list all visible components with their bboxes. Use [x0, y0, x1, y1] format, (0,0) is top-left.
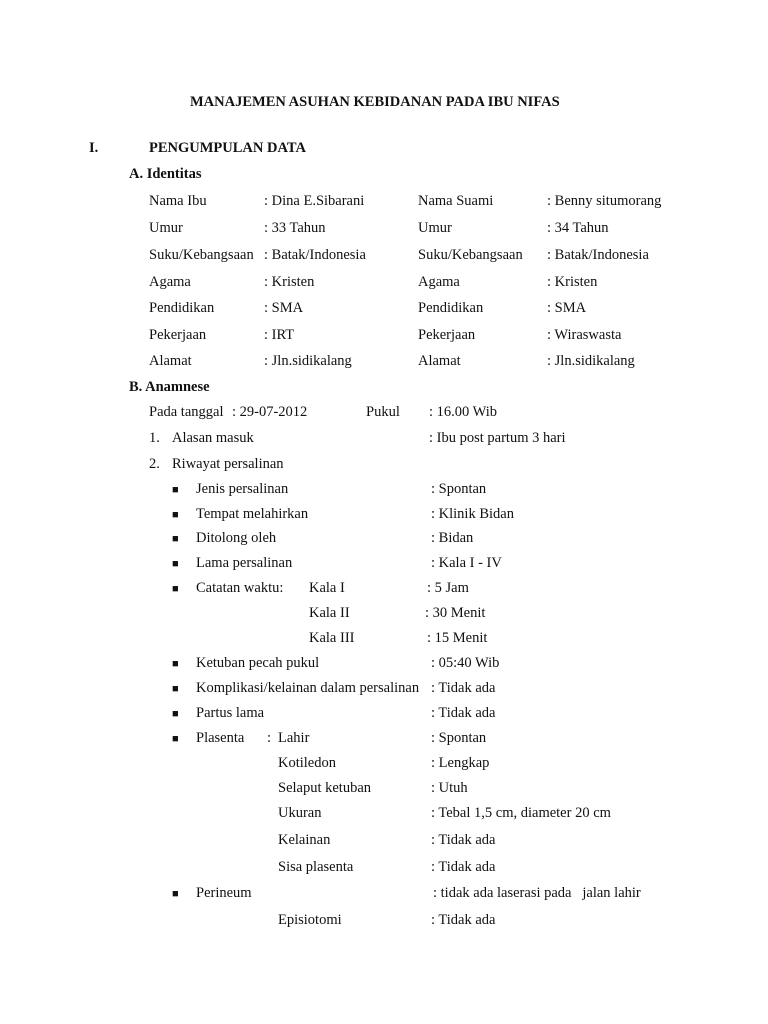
plasenta-colon: :	[267, 730, 272, 746]
item-label-komplikasi: Komplikasi/kelainan dalam persalinan	[196, 680, 420, 696]
plasenta-sisa-label: Sisa plasenta	[278, 859, 354, 875]
bullet-icon: ■	[172, 683, 179, 695]
plasenta-selaput-value: : Utuh	[431, 780, 468, 796]
plasenta-kelainan-label: Kelainan	[278, 832, 331, 848]
bullet-icon: ■	[172, 484, 179, 496]
ibu-label-umur: Umur	[149, 220, 183, 236]
episiotomi-value: : Tidak ada	[431, 912, 496, 928]
suami-value-umur: : 34 Tahun	[547, 220, 609, 236]
ibu-label-agama: Agama	[149, 274, 191, 290]
ibu-label-suku: Suku/Kebangsaan	[149, 247, 254, 263]
suami-label-pendidikan: Pendidikan	[418, 300, 484, 316]
perineum-label: Perineum	[196, 885, 252, 901]
alasan-value: : Ibu post partum 3 hari	[429, 430, 566, 446]
kala-1-value: : 5 Jam	[427, 580, 469, 596]
date-label: Pada tanggal	[149, 404, 224, 420]
perineum-value: : tidak ada laserasi pada jalan lahir	[433, 885, 641, 901]
suami-value-pendidikan: : SMA	[547, 300, 587, 316]
suami-value-suku: : Batak/Indonesia	[547, 247, 649, 263]
plasenta-label: Plasenta	[196, 730, 245, 746]
plasenta-kotiledon-label: Kotiledon	[278, 755, 336, 771]
plasenta-ukuran-value: : Tebal 1,5 cm, diameter 20 cm	[431, 805, 611, 821]
suami-label-pekerjaan: Pekerjaan	[418, 327, 476, 343]
document-title: MANAJEMEN ASUHAN KEBIDANAN PADA IBU NIFAS	[190, 94, 560, 110]
suami-label-agama: Agama	[418, 274, 460, 290]
item-label-tempat: Tempat melahirkan	[196, 506, 309, 522]
item-value-lama: : Kala I - IV	[431, 555, 502, 571]
bullet-icon: ■	[172, 558, 179, 570]
plasenta-lahir-label: Lahir	[278, 730, 310, 746]
alasan-number: 1.	[149, 430, 160, 446]
item-value-tempat: : Klinik Bidan	[431, 506, 514, 522]
item-value-partus: : Tidak ada	[431, 705, 496, 721]
time-label: Pukul	[366, 404, 400, 420]
item-value-jenis: : Spontan	[431, 481, 487, 497]
bullet-icon: ■	[172, 733, 179, 745]
ibu-label-alamat: Alamat	[149, 353, 192, 369]
kala-3-value: : 15 Menit	[427, 630, 488, 646]
suami-label-suku: Suku/Kebangsaan	[418, 247, 523, 263]
ibu-value-umur: : 33 Tahun	[264, 220, 326, 236]
item-label-jenis: Jenis persalinan	[196, 481, 289, 497]
ibu-value-nama: : Dina E.Sibarani	[264, 193, 365, 209]
ibu-value-alamat: : Jln.sidikalang	[264, 353, 352, 369]
suami-value-pekerjaan: : Wiraswasta	[547, 327, 622, 343]
ibu-value-suku: : Batak/Indonesia	[264, 247, 366, 263]
kala-1-label: Kala I	[309, 580, 345, 596]
ibu-value-agama: : Kristen	[264, 274, 315, 290]
ibu-value-pekerjaan: : IRT	[264, 327, 295, 343]
bullet-icon: ■	[172, 888, 179, 900]
item-value-komplikasi: : Tidak ada	[431, 680, 496, 696]
riwayat-label: Riwayat persalinan	[172, 456, 284, 472]
bullet-icon: ■	[172, 658, 179, 670]
suami-label-nama: Nama Suami	[418, 193, 494, 209]
ibu-label-nama: Nama Ibu	[149, 193, 207, 209]
bullet-icon: ■	[172, 509, 179, 521]
section-heading: PENGUMPULAN DATA	[149, 140, 306, 156]
suami-label-umur: Umur	[418, 220, 452, 236]
suami-value-alamat: : Jln.sidikalang	[547, 353, 635, 369]
item-label-lama: Lama persalinan	[196, 555, 293, 571]
anamnese-heading: B. Anamnese	[129, 379, 210, 395]
bullet-icon: ■	[172, 533, 179, 545]
plasenta-kelainan-value: : Tidak ada	[431, 832, 496, 848]
section-numeral: I.	[89, 140, 99, 156]
time-value: : 16.00 Wib	[429, 404, 498, 420]
plasenta-selaput-label: Selaput ketuban	[278, 780, 372, 796]
suami-value-agama: : Kristen	[547, 274, 598, 290]
kala-3-label: Kala III	[309, 630, 355, 646]
plasenta-kotiledon-value: : Lengkap	[431, 755, 490, 771]
item-value-ditolong: : Bidan	[431, 530, 474, 546]
bullet-icon: ■	[172, 708, 179, 720]
bullet-icon: ■	[172, 583, 179, 595]
ibu-label-pendidikan: Pendidikan	[149, 300, 215, 316]
suami-value-nama: : Benny situmorang	[547, 193, 662, 209]
kala-2-label: Kala II	[309, 605, 350, 621]
date-value: : 29-07-2012	[232, 404, 308, 420]
catatan-label: Catatan waktu:	[196, 580, 284, 596]
kala-2-value: : 30 Menit	[425, 605, 486, 621]
suami-label-alamat: Alamat	[418, 353, 461, 369]
riwayat-number: 2.	[149, 456, 160, 472]
item-label-partus: Partus lama	[196, 705, 265, 721]
plasenta-sisa-value: : Tidak ada	[431, 859, 496, 875]
item-label-ditolong: Ditolong oleh	[196, 530, 277, 546]
plasenta-ukuran-label: Ukuran	[278, 805, 322, 821]
alasan-label: Alasan masuk	[172, 430, 254, 446]
ibu-value-pendidikan: : SMA	[264, 300, 304, 316]
item-value-ketuban: : 05:40 Wib	[431, 655, 500, 671]
identitas-heading: A. Identitas	[129, 166, 202, 182]
episiotomi-label: Episiotomi	[278, 912, 342, 928]
ibu-label-pekerjaan: Pekerjaan	[149, 327, 207, 343]
item-label-ketuban: Ketuban pecah pukul	[196, 655, 320, 671]
plasenta-lahir-value: : Spontan	[431, 730, 487, 746]
